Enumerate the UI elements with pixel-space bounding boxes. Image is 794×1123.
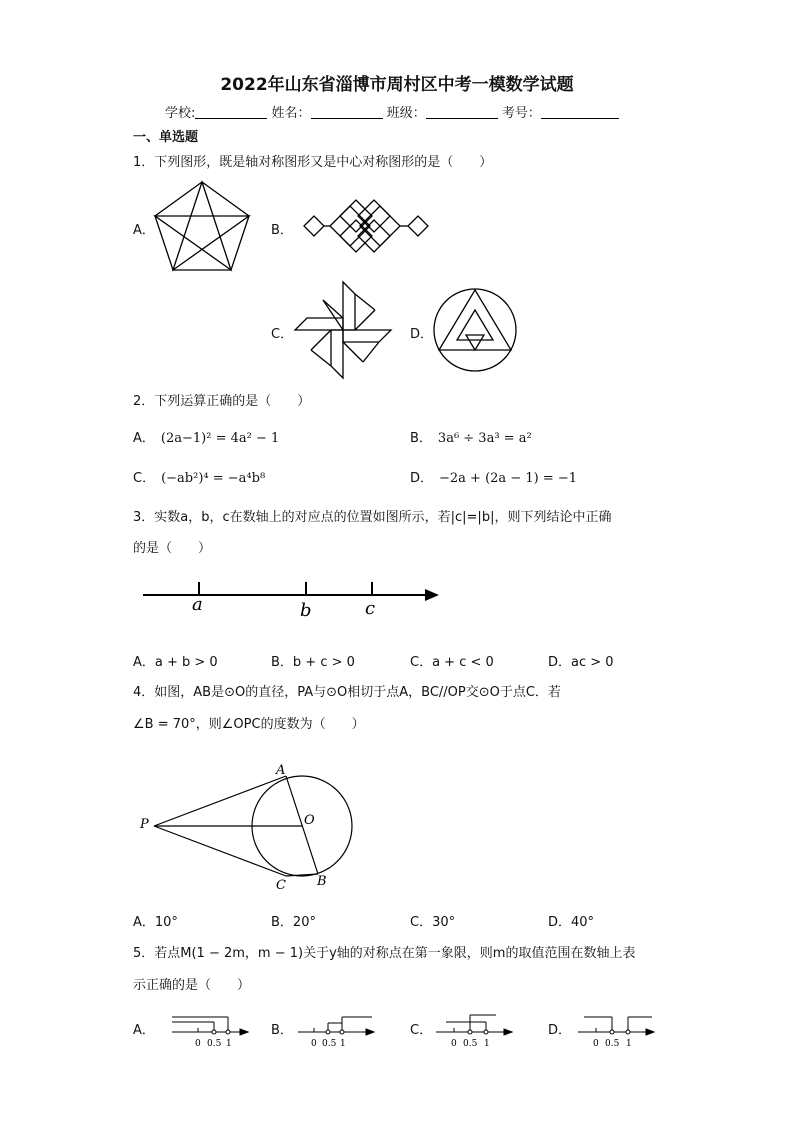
q2-option-c-label: C． xyxy=(133,471,156,486)
label-C: C xyxy=(276,878,286,893)
question-2-stem: 2．下列运算正确的是（ ） xyxy=(133,394,311,409)
question-4-stem-line1: 4．如图，AB是⊙O的直径，PA与⊙O相切于点A，BC//OP交⊙O于点C．若 xyxy=(133,685,561,700)
q2-option-d-expr: −2a + (2a − 1) = −1 xyxy=(439,471,578,486)
q2-option-a-expr: (2a−1)² = 4a² − 1 xyxy=(160,431,280,446)
tick-1: 1 xyxy=(484,1039,490,1049)
q5-option-c-number-line xyxy=(434,1010,514,1050)
school-blank[interactable] xyxy=(195,105,267,119)
tick-0: 0 xyxy=(311,1039,317,1049)
q4-option-a: A．10° xyxy=(133,915,178,930)
section-heading: 一、单选题 xyxy=(133,130,199,145)
q2-option-b-label: B． xyxy=(410,431,432,446)
point-b-label: b xyxy=(300,600,312,621)
q2-option-a-label: A． xyxy=(133,431,155,446)
question-5-stem-line1: 5．若点M(1 − 2m，m − 1)关于y轴的对称点在第一象限，则m的取值范围在数轴上表 xyxy=(133,946,636,961)
q2-option-a xyxy=(133,427,279,446)
question-3-stem-line1: 3．实数a，b，c在数轴上的对应点的位置如图所示，若|c|=|b|，则下列结论中正确 xyxy=(133,510,612,525)
triangles-in-circle-figure xyxy=(432,287,518,373)
label-A: A xyxy=(276,763,286,778)
q3-option-b: B．b + c > 0 xyxy=(271,655,355,670)
q1-option-d-label: D． xyxy=(410,327,434,342)
tick-1: 1 xyxy=(340,1039,346,1049)
pentagram-in-pentagon-figure xyxy=(150,180,254,272)
name-label: 姓名： xyxy=(271,106,311,121)
q3-option-c: C．a + c < 0 xyxy=(410,655,494,670)
tick-0: 0 xyxy=(195,1039,201,1049)
tick-0.5: 0.5 xyxy=(322,1039,337,1049)
name-blank[interactable] xyxy=(311,105,383,119)
pinwheel-figure xyxy=(293,280,397,382)
point-a-label: a xyxy=(192,594,203,615)
question-5-stem-line2: 示正确的是（ ） xyxy=(133,978,251,993)
q2-option-b xyxy=(410,427,532,446)
question-1-stem: 1．下列图形，既是轴对称图形又是中心对称图形的是（ ） xyxy=(133,155,493,170)
knot-pattern-figure xyxy=(300,196,432,256)
tick-0: 0 xyxy=(593,1039,599,1049)
q3-option-d: D．ac > 0 xyxy=(548,655,614,670)
q5-option-c-label: C． xyxy=(410,1023,433,1038)
page-title: 2022年山东省淄博市周村区中考一模数学试题 xyxy=(220,75,574,95)
q4-option-d: D．40° xyxy=(548,915,595,930)
tick-0: 0 xyxy=(451,1039,457,1049)
q2-option-d xyxy=(410,467,577,486)
q4-option-b: B．20° xyxy=(271,915,316,930)
question-4-stem-line2: ∠B = 70°，则∠OPC的度数为（ ） xyxy=(133,717,365,732)
q5-option-d-label: D． xyxy=(548,1023,572,1038)
number-line-figure xyxy=(140,574,444,622)
label-P: P xyxy=(140,817,149,832)
q5-option-b-number-line xyxy=(296,1010,376,1050)
question-3-stem-line2: 的是（ ） xyxy=(133,541,212,556)
q5-option-b-label: B． xyxy=(271,1023,293,1038)
tick-1: 1 xyxy=(226,1039,232,1049)
class-blank[interactable] xyxy=(426,105,498,119)
q2-option-c xyxy=(133,467,265,486)
tick-1: 1 xyxy=(626,1039,632,1049)
q5-option-a-label: A． xyxy=(133,1023,155,1038)
q4-option-c: C．30° xyxy=(410,915,456,930)
number-blank[interactable] xyxy=(541,105,619,119)
class-label: 班级： xyxy=(386,106,426,121)
q3-option-a: A．a + b > 0 xyxy=(133,655,218,670)
q1-option-c-label: C． xyxy=(271,327,294,342)
number-label: 考号： xyxy=(501,106,541,121)
tick-0.5: 0.5 xyxy=(207,1039,222,1049)
q2-option-d-label: D． xyxy=(410,471,434,486)
label-B: B xyxy=(317,874,327,889)
school-label: 学校: xyxy=(165,106,196,121)
tick-0.5: 0.5 xyxy=(463,1039,478,1049)
label-O: O xyxy=(304,813,315,828)
q5-option-a-number-line xyxy=(170,1010,250,1050)
q2-option-b-expr: 3a⁶ ÷ 3a³ = a² xyxy=(437,431,532,446)
q2-option-c-expr: (−ab²)⁴ = −a⁴b⁸ xyxy=(161,471,266,486)
q5-option-d-number-line xyxy=(576,1010,656,1050)
point-c-label: c xyxy=(365,598,376,619)
q1-option-a-label: A． xyxy=(133,223,155,238)
student-info-line xyxy=(165,102,619,121)
q1-option-b-label: B． xyxy=(271,223,293,238)
circle-tangent-figure xyxy=(136,758,366,894)
tick-0.5: 0.5 xyxy=(605,1039,620,1049)
